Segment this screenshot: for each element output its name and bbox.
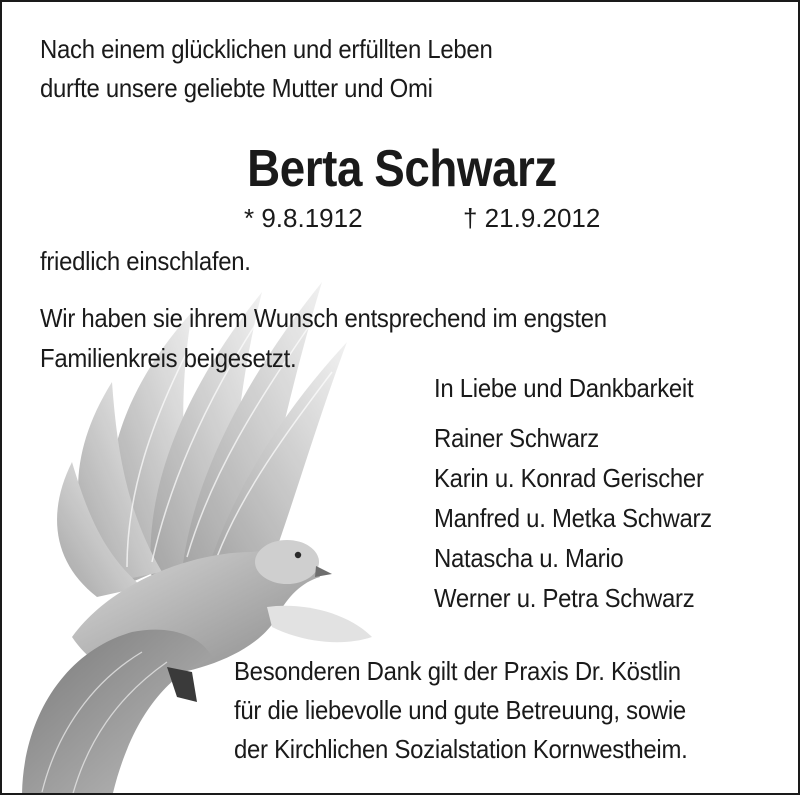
mourner-name: Manfred u. Metka Schwarz (434, 503, 712, 533)
birth-date: * 9.8.1912 (244, 203, 363, 233)
mourner-name: Rainer Schwarz (434, 423, 599, 453)
intro-line-1: Nach einem glücklichen und erfüllten Leben (40, 34, 493, 64)
death-date: † 21.9.2012 (463, 203, 601, 233)
body-line-2: Wir haben sie ihrem Wunsch entsprechend im engsten (40, 303, 607, 333)
deceased-name: Berta Schwarz (247, 140, 557, 198)
mourner-name: Karin u. Konrad Gerischer (434, 463, 704, 493)
mourner-name: Natascha u. Mario (434, 543, 624, 573)
thanks-line-1: Besonderen Dank gilt der Praxis Dr. Köstlin (234, 656, 681, 686)
thanks-line-3: der Kirchlichen Sozialstation Kornwestheim. (234, 734, 688, 764)
mourner-name: Werner u. Petra Schwarz (434, 583, 695, 613)
mourners-heading: In Liebe und Dankbarkeit (434, 373, 694, 403)
body-line-3: Familienkreis beigesetzt. (40, 343, 297, 373)
intro-line-2: durfte unsere geliebte Mutter und Omi (40, 73, 433, 103)
body-line-1: friedlich einschlafen. (40, 246, 251, 276)
thanks-line-2: für die liebevolle und gute Betreuung, sowie (234, 695, 686, 725)
